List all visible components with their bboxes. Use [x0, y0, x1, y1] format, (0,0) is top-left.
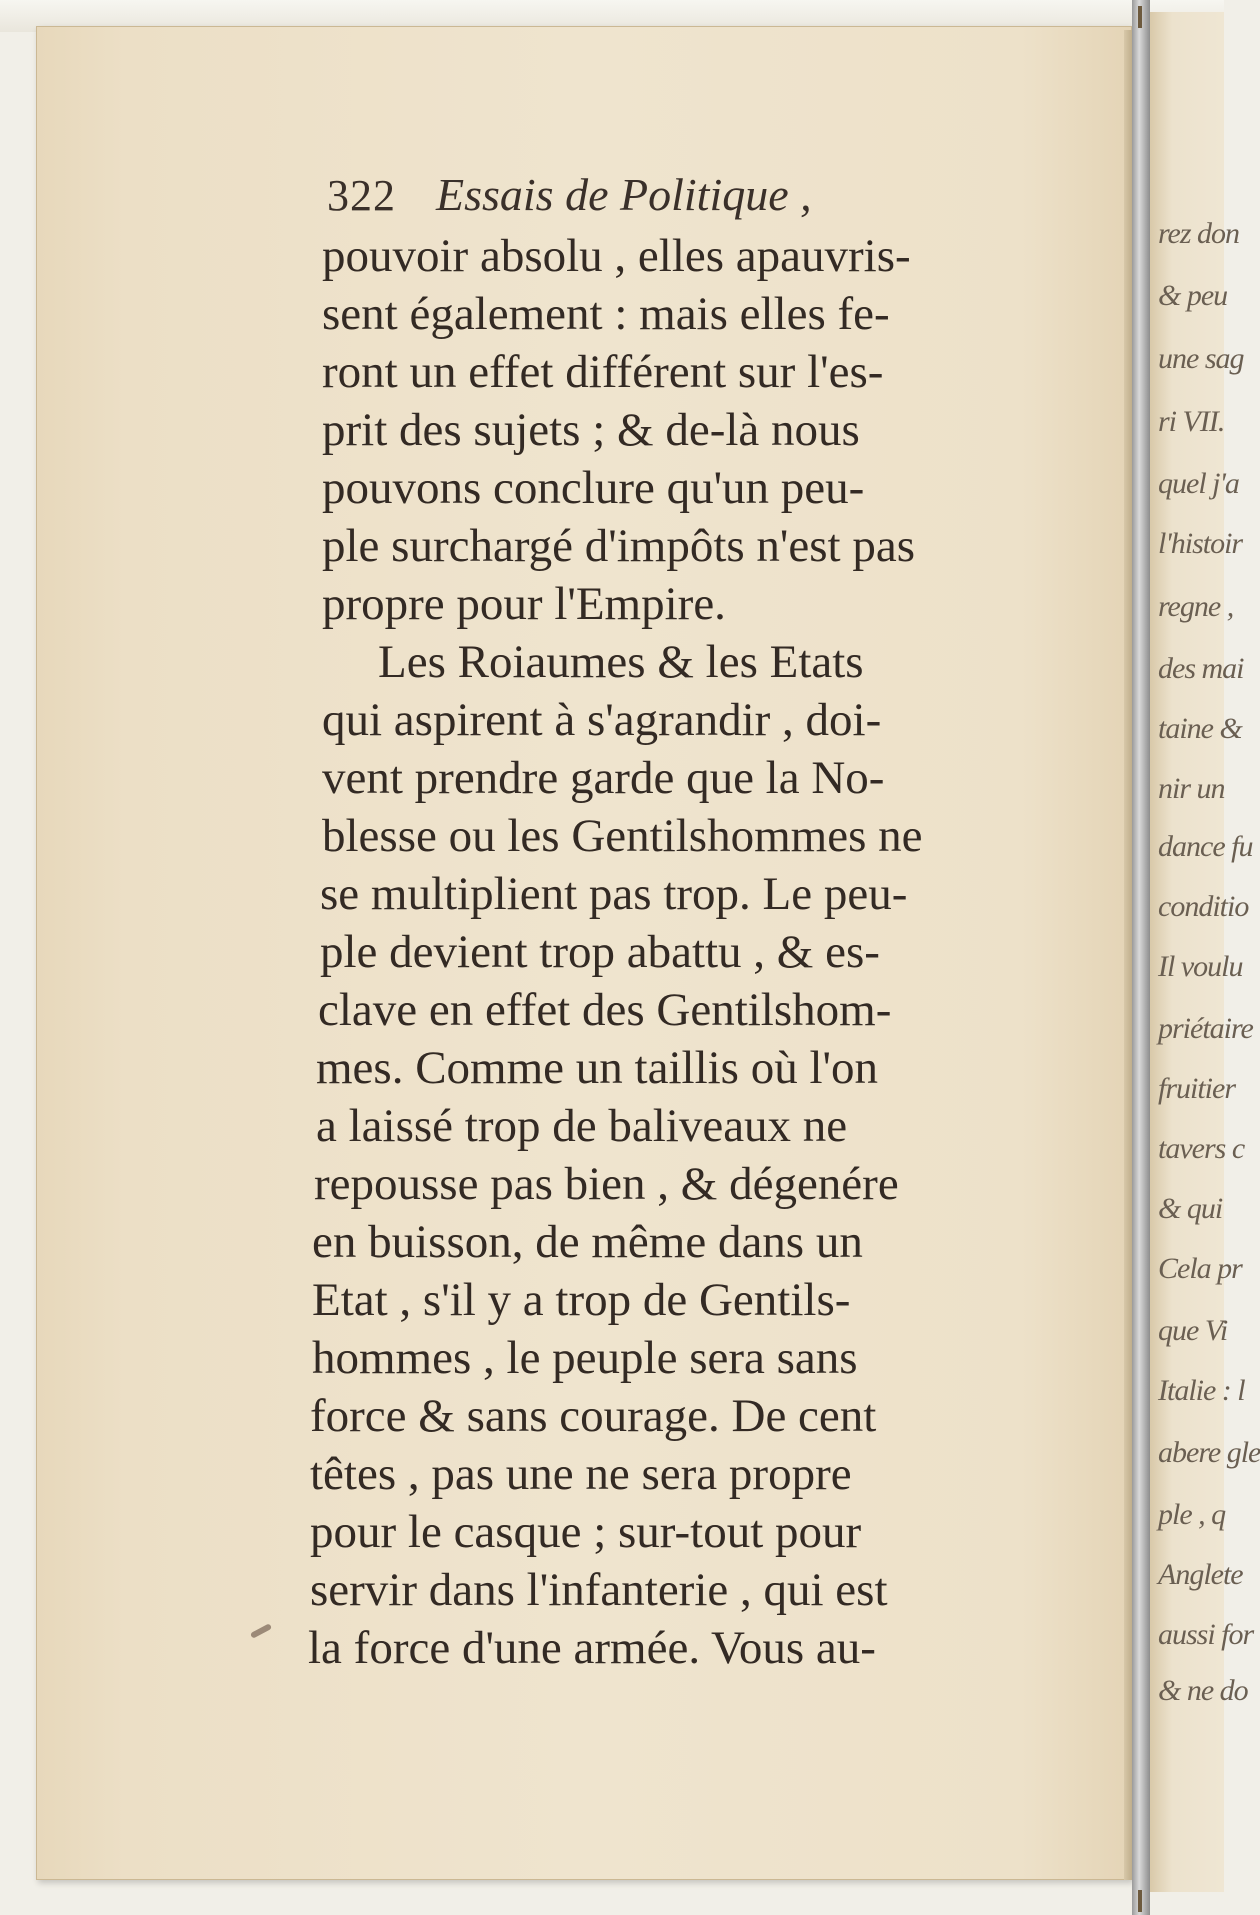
- facing-page-line: dance fu: [1158, 830, 1253, 863]
- facing-page-line: & ne do: [1158, 1674, 1248, 1707]
- facing-page-line: que Vi: [1158, 1314, 1228, 1347]
- binding-thread: [1138, 6, 1142, 28]
- text-line: en buisson, de même dans un: [312, 1216, 863, 1268]
- text-line: se multiplient pas trop. Le peu-: [320, 868, 908, 920]
- facing-page-line: rez don: [1158, 217, 1240, 250]
- facing-page-line: abere gle: [1158, 1436, 1260, 1469]
- paragraph-start-line: Les Roiaumes & les Etats: [378, 636, 864, 688]
- text-line: ront un effet différent sur l'es-: [322, 346, 884, 398]
- facing-page-line: Italie : l: [1158, 1374, 1245, 1407]
- facing-page-line: ple , q: [1158, 1498, 1226, 1531]
- text-line: qui aspirent à s'agrandir , doi-: [322, 694, 882, 746]
- text-line: a laissé trop de baliveaux ne: [316, 1100, 848, 1152]
- facing-page-line: l'histoir: [1158, 527, 1243, 560]
- facing-page-line: Anglete: [1158, 1558, 1243, 1591]
- text-line: pouvons conclure qu'un peu-: [322, 462, 865, 514]
- text-line: sent également : mais elles fe-: [322, 288, 890, 340]
- running-header: [327, 168, 812, 221]
- facing-page-line: conditio: [1158, 890, 1249, 923]
- text-line: pouvoir absolu , elles apauvris-: [322, 230, 911, 282]
- binding-thread: [1138, 1890, 1142, 1912]
- facing-page-line: & peu: [1158, 279, 1228, 312]
- facing-page-line: Cela pr: [1158, 1252, 1242, 1285]
- running-title: Essais de Politique ,: [436, 169, 812, 220]
- text-line: pour le casque ; sur-tout pour: [310, 1506, 862, 1558]
- facing-page-line: tavers c: [1158, 1132, 1245, 1165]
- text-line: la force d'une armée. Vous au-: [308, 1622, 876, 1674]
- facing-page-line: des mai: [1158, 652, 1244, 685]
- text-line: ple surchargé d'impôts n'est pas: [322, 520, 916, 572]
- facing-page-line: taine &: [1158, 712, 1242, 745]
- text-line: servir dans l'infanterie , qui est: [310, 1564, 888, 1616]
- text-line: prit des sujets ; & de-là nous: [322, 404, 860, 456]
- text-line: Etat , s'il y a trop de Gentils-: [312, 1274, 851, 1326]
- text-line: ple devient trop abattu , & es-: [320, 926, 880, 978]
- facing-page-line: priétaire: [1158, 1012, 1253, 1045]
- text-line: vent prendre garde que la No-: [322, 752, 885, 804]
- text-line: têtes , pas une ne sera propre: [310, 1448, 852, 1500]
- text-line: hommes , le peuple sera sans: [312, 1332, 858, 1384]
- facing-page-line: & qui: [1158, 1192, 1223, 1225]
- facing-page-line: nir un: [1158, 772, 1225, 805]
- facing-page-line: quel j'a: [1158, 467, 1239, 500]
- facing-page-line: aussi for: [1158, 1618, 1254, 1651]
- text-line: clave en effet des Gentilshom-: [318, 984, 892, 1036]
- facing-page: [1150, 12, 1260, 1892]
- facing-page-line: fruitier: [1158, 1072, 1236, 1105]
- text-line: mes. Comme un taillis où l'on: [316, 1042, 879, 1094]
- text-line: force & sans courage. De cent: [310, 1390, 877, 1442]
- book-gutter: [1132, 0, 1150, 1915]
- facing-page-line: Il voulu: [1158, 950, 1243, 983]
- facing-page-line: ri VII.: [1158, 405, 1225, 438]
- facing-page-line: regne ,: [1158, 590, 1234, 623]
- text-line: propre pour l'Empire.: [322, 578, 726, 630]
- page-number: 322: [327, 171, 396, 220]
- page-edge: [1124, 30, 1132, 1880]
- facing-page-line: une sag: [1158, 342, 1244, 375]
- text-line: blesse ou les Gentilshommes ne: [322, 810, 923, 862]
- text-line: repousse pas bien , & dégenére: [314, 1158, 899, 1210]
